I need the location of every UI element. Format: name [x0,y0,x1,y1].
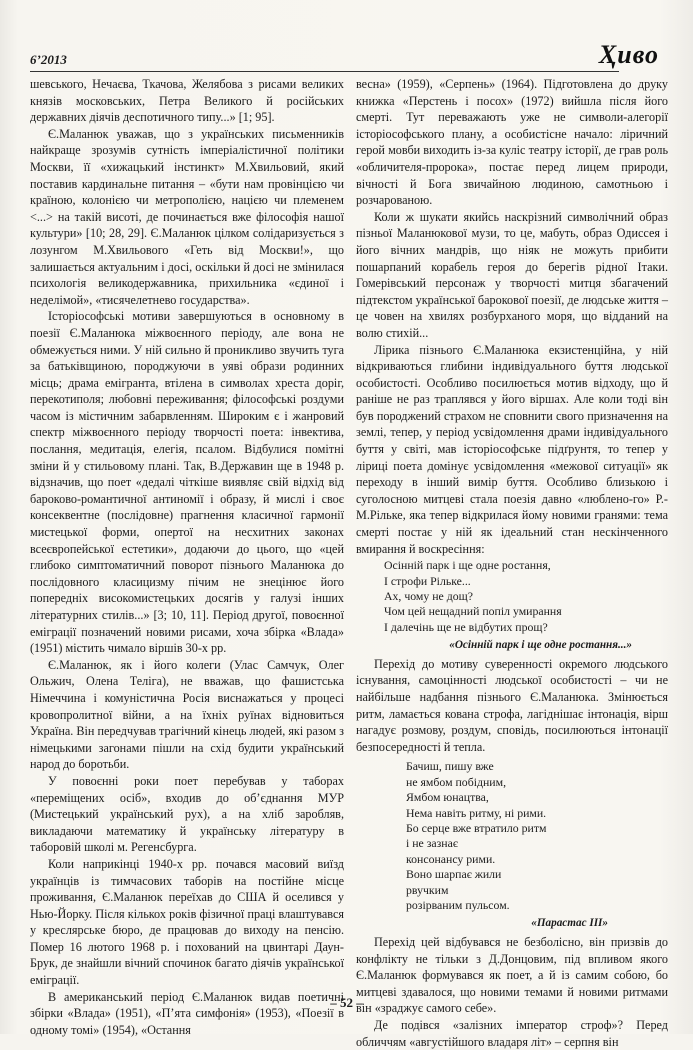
verse-line: Нема навіть ритму, ні рими. [406,805,547,820]
verse-line: і не зазнає [406,836,458,851]
issue-number: 6’2013 [30,52,67,67]
paragraph: Коли наприкінці 1940-х рр. почався масовий виїзд українців із тимчасових таборів на постійне місце проживання, Є.Маланюк переїхав до США й оселився у Нью-Йорку. Після кількох років фізичної праці влаштувався у креслярське бюро, де працював до виходу на пенсію. Помер 16 лютого 1968 р. і похований на цвинтарі Даун-Брук, де знайшли вічний спочинок багато діячів української еміграції. [30,856,344,988]
verse-line: І далечінь ще не відбутих прощ? [384,619,548,634]
right-column [356,76,668,1050]
verse-line: не ямбом побідним, [406,774,507,789]
verse-line: Осінній парк і ще одне ростання, [384,558,551,573]
paragraph: Коли ж шукати якийсь наскрізний символічний образ пізньої Маланюкової музи, то це, мабуть, образ Одиссея і його вічних мандрів, що ніяк не можуть прибити пошарпаний корабель героя до берегів рідної Ітаки. Гомерівський персонаж у творчості митця збагачений підтекстом української барокової поезії, де людське життя – це човен на хвилях розбурханого моря, що відданий на волю стихій... [356,209,668,340]
verse-line: Бачиш, пишу вже [406,759,494,774]
paragraph: В американський період Є.Маланюк видав поетичні збірки «Влада» (1951), «П’ята симфонія» (1953), «Поезії в одному томі» (1954), «Остання [30,989,344,1037]
verse-line: рвучким [406,882,449,897]
poem-quote-parastas [356,759,668,913]
paragraph: шевського, Нечаєва, Ткачова, Желябова з рисами великих князів московських, Петра Великого й російських державних діячів деспотичного типу...» [1; 95]. [30,77,344,125]
page-number: – 52 – [330,995,363,1010]
paragraph: весна» (1959), «Серпень» (1964). Підготовлена до друку книжка «Перстень і посох» (1972) вийшла після його смерті. Тут переважають уже не символи-алегорії історіософського плану, а особистісне начало: ліричний герой мовби виходить із-за куліс театру історії, де грав роль «обличителя-пророка», постає перед лицем природи, вічності й Бога звичайною людиною, самотньою і розчарованою. [356,77,668,208]
paragraph: Де подівся «залізних імператор строф»? Перед обличчям «августійшого владаря літ» – серпня він [356,1018,668,1049]
journal-logo: Ҳиво [598,40,659,69]
verse-line: Ах, чому не дощ? [384,589,473,604]
poem-caption: «Парастас ІІІ» [531,917,608,930]
verse-line: Чом цей нещадний попіл умирання [384,604,562,619]
paragraph: У повоєнні роки поет перебував у таборах «переміщених осіб», входив до об’єднання МУР (Мистецький український рух), а на хліб заробляв, викладаючи математику й українську літературу в таборовій школі м. Регенсбурга. [30,773,344,855]
verse-line: Бо серце вже втратило ритм [406,821,547,836]
verse-line: Воно шарпає жили [406,867,502,882]
paragraph: Є.Маланюк уважав, що з українських письменників найкраще зрозумів сутність імперіалістичної політики Москви, її «хижацький інстинкт» М.Хвильовий, який поставив кардинальне питання – «бути нам провінцією чи країною, колонією чи метрополією, нацією чи племенем <...> на такій висоті, де починається вже філософія нашої культури» [10; 28, 29]. Є.Маланюк цілком солідаризується з лозунгом М.Хвильового «Геть від Москви!», що залишається актуальним і досі, оскільки й досі не змінилася психологія великодержавника, прихильника «єдиної і неделімой», «тисячелетнево государства». [30,126,344,307]
verse-line: І строфи Рільке... [384,573,471,588]
verse-line: консонансу рими. [406,851,496,866]
left-column [30,76,344,1038]
verse-line: розірваним пульсом. [406,898,510,913]
paragraph: Лірика пізнього Є.Маланюка екзистенційна, у ній відкриваються глибини індивідуального буття людської особистості. Особливо посилюється мотив відходу, що й раніше не раз траплявся у його віршах. Але коли тоді він був породжений страхом не сповнити свого призначення на землі, тепер, у період усвідомлення драми індивідуального буття у світі, мав історіософське підґрунтя, то тепер у ліриці поета домінує усвідомлення «межової ситуації» як переходу в інший вимір буття. Особливо близькою і суголосною митцеві стала поезія давно «люблено-го» Р.-М.Рільке, яка тепер відкрилася йому новими гранями: тема смерті постає у ній як ідеальний стан нескінченного вмирання й воскресіння: [356,342,668,556]
paragraph: Історіософські мотиви завершуються в основному в поезії Є.Маланюка міжвоєнного періоду, але вона не обмежується ними. У ній сильно й проникливо звучить туга за батьківщиною, породжуючи в уяві образи родинних місць; драма емігранта, втілена в символах хреста доріг, перекотиполя; любовні переживання; філософські роздуми часом із містичним забарвленням. Широким є і жанровий спектр міжвоєнного періоду творчості поета: інвектива, послання, медитація, елегія, псалом. Відбулися помітні зміни й у стильовому плані. Так, В.Державин ще в 1948 р. відзначив, що поет «дедалі чіткіше виявляє свій відхід від бароково-романтичної антиномії і образу, й мислі і своє консеквентне (послідовне) прагнення класичної гармонії мистецької форми, опертої на несхитних законах всеєвропейської естетики», додаючи до цього, що «цей глибоко симптоматичний поворот пізнього Маланюка до послідовного класицизму пічим не знецінює його попередніх високомистецьких досягів у галузі інших літературних стилів...» [3; 10, 11]. Період другої, повоєнної еміграції позначений новими рисами, хоча збірка «Влада» (1951) містить чимало віршів 30-х рр. [30,309,344,656]
poem-quote-rilke [356,558,668,635]
poem-caption: «Осінній парк і ще одне ростання...» [449,639,632,652]
page-header [30,40,667,74]
paragraph: Є.Маланюк, як і його колеги (Улас Самчук, Олег Ольжич, Олена Теліга), не вважав, що фашистська Німеччина і комуністична Росія виснажаться у процесі кровопролитної війни, а на їхніх руїнах відновиться Україна. Він передчував трагічний кінець людей, які разом з німецькими загонами пішли на схід будити український народ до боротьби. [30,657,344,772]
paragraph: Перехід цей відбувався не безболісно, він призвів до конфлікту не тільки з Д.Донцовим, під впливом якого Є.Маланюк формувався як поет, а й із самим собою, бо митцеві здавалося, що новими темами й новими ритмами він «зраджує самого себе». [356,935,668,1016]
header-divider [30,71,619,72]
paragraph: Перехід до мотиву суверенності окремого людського існування, самоцінності людської особистості – чи не найбільше надбання пізнього Є.Маланюка. Змінюється ритм, ламається кована строфа, лагіднішає інтонація, вірш нагадує розмову, роздум, сповідь, посилюються інтонації безпосередності й тепла. [356,656,668,754]
verse-line: Ямбом юнацтва, [406,790,489,805]
